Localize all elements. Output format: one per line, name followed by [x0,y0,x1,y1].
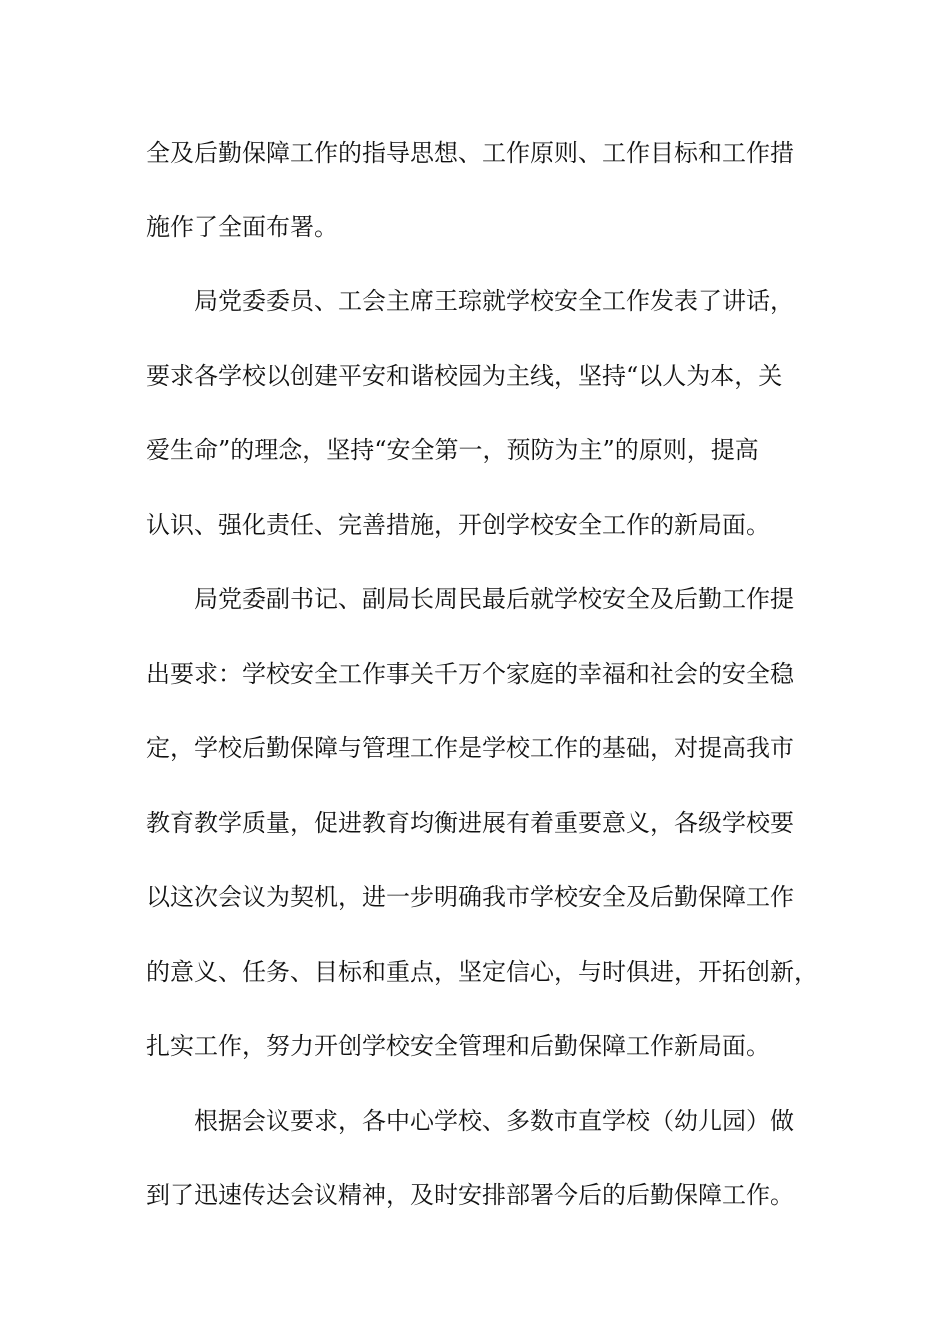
text-line-6: 认识、强化责任、完善措施，开创学校安全工作的新局面。 [146,511,770,539]
text-line-14: 根据会议要求，各中心学校、多数市直学校（幼儿园）做 [194,1107,794,1135]
text-line-5: 爱生命”的理念，坚持“安全第一，预防为主”的原则，提高 [146,436,759,464]
text-line-12: 的意义、任务、目标和重点，坚定信心，与时俱进，开拓创新， [146,958,818,986]
text-line-15: 到了迅速传达会议精神，及时安排部署今后的后勤保障工作。 [146,1181,794,1209]
text-line-2: 施作了全面布署。 [146,213,338,241]
text-line-13: 扎实工作，努力开创学校安全管理和后勤保障工作新局面。 [146,1032,770,1060]
text-line-3: 局党委委员、工会主席王琮就学校安全工作发表了讲话， [194,287,794,315]
text-line-11: 以这次会议为契机，进一步明确我市学校安全及后勤保障工作 [146,883,794,911]
text-line-1: 全及后勤保障工作的指导思想、工作原则、工作目标和工作措 [146,139,794,167]
text-line-8: 出要求：学校安全工作事关千万个家庭的幸福和社会的安全稳 [146,660,794,688]
text-line-9: 定，学校后勤保障与管理工作是学校工作的基础，对提高我市 [146,734,794,762]
text-line-4: 要求各学校以创建平安和谐校园为主线，坚持“以人为本，关 [146,362,783,390]
text-line-7: 局党委副书记、副局长周民最后就学校安全及后勤工作提 [194,585,794,613]
text-line-10: 教育教学质量，促进教育均衡进展有着重要意义，各级学校要 [146,809,794,837]
